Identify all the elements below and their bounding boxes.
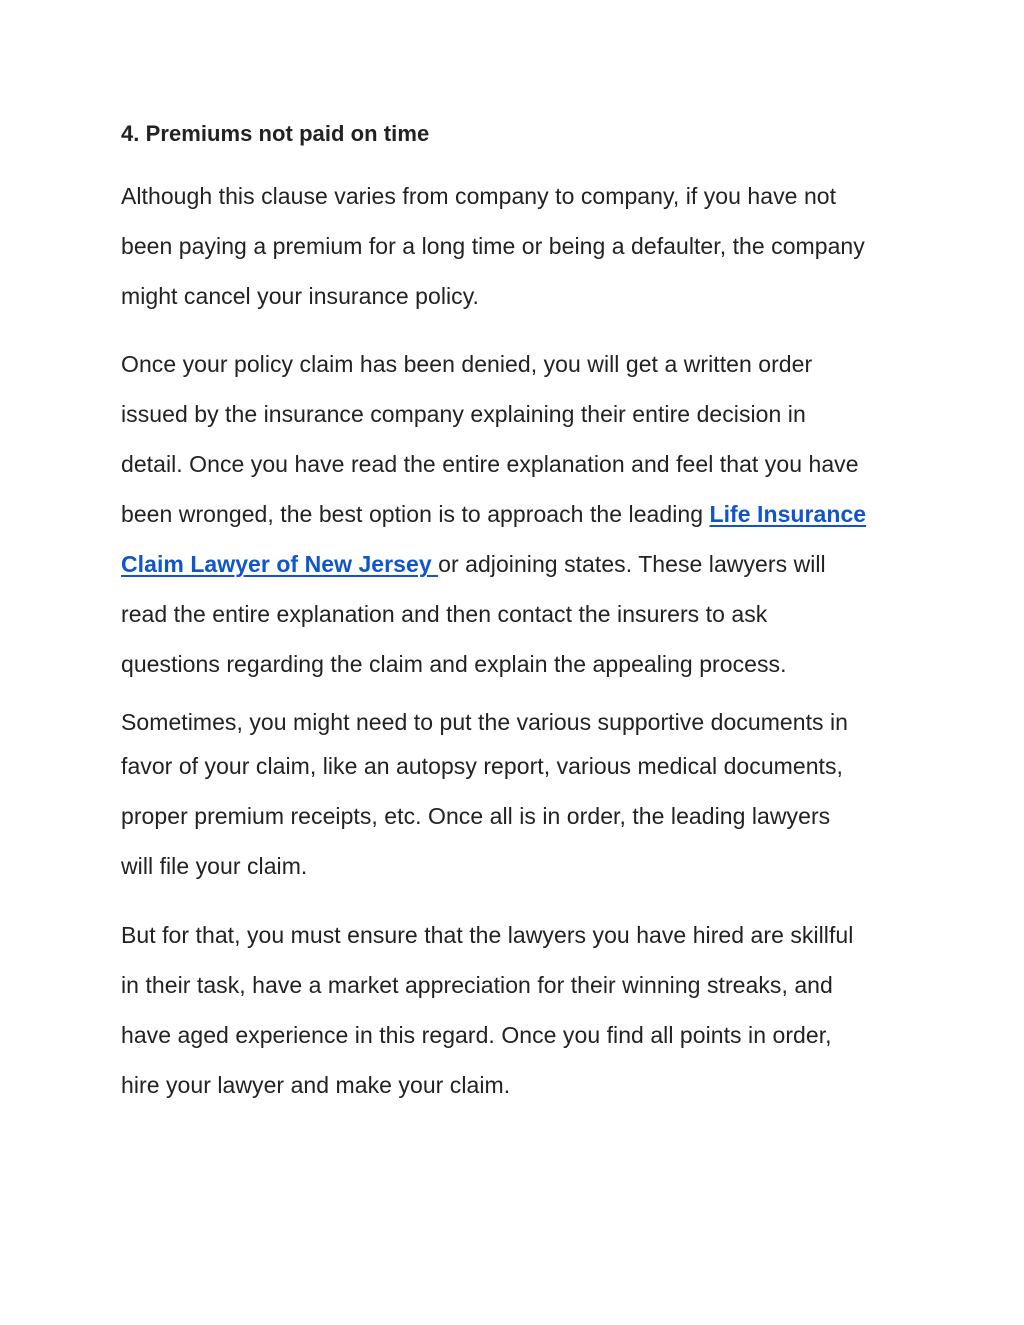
paragraph-line	[121, 500, 866, 528]
paragraph-line	[121, 550, 826, 578]
paragraph-line: might cancel your insurance policy.	[121, 283, 479, 309]
lawyer-link-part-1[interactable]: Life Insurance	[709, 501, 867, 527]
section-heading: 4. Premiums not paid on time	[121, 121, 430, 146]
paragraph-line: issued by the insurance company explaining their entire decision in	[121, 401, 806, 427]
paragraph-line: Once your policy claim has been denied, you will get a written order	[121, 351, 813, 377]
paragraph-text: or adjoining states. These lawyers will	[438, 551, 826, 577]
paragraph-line: have aged experience in this regard. Once you find all points in order,	[121, 1022, 832, 1048]
paragraph-line: questions regarding the claim and explain the appealing process.	[121, 651, 787, 677]
lawyer-link-part-2[interactable]: Claim Lawyer of New Jersey	[121, 551, 439, 577]
paragraph-line: But for that, you must ensure that the lawyers you have hired are skillful	[121, 922, 854, 948]
paragraph-line: proper premium receipts, etc. Once all is in order, the leading lawyers	[121, 803, 831, 829]
paragraph-line: detail. Once you have read the entire explanation and feel that you have	[121, 451, 859, 477]
paragraph-line: been paying a premium for a long time or being a defaulter, the company	[121, 233, 865, 259]
paragraph-text: been wronged, the best option is to approach the leading	[121, 501, 710, 527]
paragraph-line: Although this clause varies from company to company, if you have not	[121, 183, 837, 209]
paragraph-line: in their task, have a market appreciation for their winning streaks, and	[121, 972, 833, 998]
paragraph-line: favor of your claim, like an autopsy report, various medical documents,	[121, 753, 843, 779]
paragraph-line: will file your claim.	[121, 853, 308, 879]
paragraph-line: hire your lawyer and make your claim.	[121, 1072, 511, 1098]
paragraph-line: read the entire explanation and then contact the insurers to ask	[121, 601, 768, 627]
paragraph-line: Sometimes, you might need to put the various supportive documents in	[121, 709, 849, 735]
